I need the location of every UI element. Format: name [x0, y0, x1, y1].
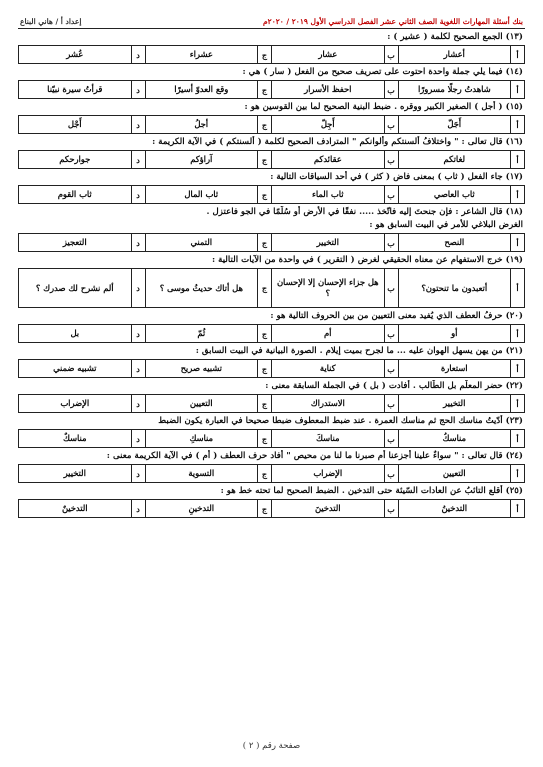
option-letter: ج: [257, 151, 271, 168]
option-text: تشبيه صريح: [180, 363, 222, 373]
option-text: التدخينٌ: [61, 503, 88, 513]
options-row: [18, 429, 525, 448]
option-letter: أ: [510, 186, 524, 203]
option-letter: د: [131, 430, 145, 447]
question-prompt: (١٥) ( أجل ) الصغير الكبير ووقره . ضبط البنية الصحيح لما بين القوسين هو :: [244, 102, 523, 112]
question-prompt: (١٦) قال تعالى : " واختلافُ ألسنتكم وألوانكم " المترادف الصحيح لكلمة ( ألسنتكم ) في الآية الكريمة :: [152, 137, 523, 147]
answer-option[interactable]: [145, 465, 272, 482]
option-text: تشبيه ضمني: [53, 363, 97, 373]
page-number: صفحة رقم ( ٢ ): [242, 741, 301, 751]
option-letter: أ: [510, 151, 524, 168]
options-row: [18, 115, 525, 134]
answer-option[interactable]: [145, 81, 272, 98]
question-block: [18, 450, 525, 483]
question-prompt: (٢١) من يهن يسهل الهوان عليه ... ما لجرح بميت إيلام . الصورة البيانية في البيت السابق :: [195, 346, 523, 356]
option-text: التخيير: [63, 468, 86, 478]
option-text: التسوية: [188, 468, 215, 478]
option-letter: ج: [257, 46, 271, 63]
option-text: بل: [70, 328, 80, 338]
option-text: جوارحكم: [59, 154, 91, 164]
option-text: كناية: [319, 363, 336, 373]
option-text: مناسكَ: [316, 433, 340, 443]
option-letter: د: [131, 500, 145, 517]
options-row: [18, 185, 525, 204]
answer-option[interactable]: [145, 269, 272, 307]
option-letter: د: [131, 269, 145, 307]
answer-option[interactable]: [271, 151, 398, 168]
answer-option[interactable]: [19, 151, 145, 168]
answer-option[interactable]: [271, 46, 398, 63]
header-title: بنك أسئلة المهارات اللغوية الصف الثاني عشر الفصل الدراسي الأول ٢٠١٩ / ٢٠٢٠م: [263, 16, 523, 26]
questions-list: [18, 31, 525, 518]
question-text: [18, 206, 525, 232]
option-text: عشار: [318, 49, 338, 59]
option-letter: ب: [384, 395, 398, 412]
answer-option[interactable]: [271, 269, 398, 307]
option-text: هل جزاء الإحسان إلا الإحسان ؟: [276, 277, 379, 298]
question-text: [18, 380, 525, 393]
answer-option[interactable]: [19, 360, 145, 377]
question-text: [18, 136, 525, 149]
question-block: [18, 206, 525, 252]
question-text: [18, 450, 525, 463]
option-text: عشراء: [189, 49, 213, 59]
option-text: مناسكٌ: [63, 433, 87, 443]
option-letter: ب: [384, 360, 398, 377]
answer-option[interactable]: [145, 151, 272, 168]
answer-option[interactable]: [19, 234, 145, 251]
option-text: وقع العدوّ أسيرًا: [174, 84, 229, 94]
option-letter: أ: [510, 360, 524, 377]
options-row: [18, 233, 525, 252]
answer-option[interactable]: [271, 81, 398, 98]
option-letter: د: [131, 81, 145, 98]
answer-option[interactable]: [271, 500, 398, 517]
answer-option[interactable]: [145, 234, 272, 251]
question-text: [18, 310, 525, 323]
option-text: التعيين: [442, 468, 466, 478]
option-letter: ج: [257, 360, 271, 377]
option-letter: ب: [384, 325, 398, 342]
option-letter: د: [131, 116, 145, 133]
option-text: مناسكِ: [189, 433, 213, 443]
option-letter: ب: [384, 116, 398, 133]
option-text: التمني: [190, 237, 213, 247]
option-letter: ب: [384, 269, 398, 307]
answer-option[interactable]: [145, 186, 272, 203]
option-text: شاهدتُ رجلًا مسرورًا: [417, 84, 491, 94]
option-text: ألم نشرح لك صدرك ؟: [35, 282, 114, 293]
option-letter: أ: [510, 234, 524, 251]
answer-option[interactable]: [398, 360, 525, 377]
answer-option[interactable]: [145, 46, 272, 63]
question-prompt: (٢٠) حرفُ العطف الذي يُفيد معنى التعيين من بين الحروف التالية هو :: [270, 311, 523, 321]
question-text: [18, 254, 525, 267]
option-letter: ب: [384, 81, 398, 98]
answer-option[interactable]: [145, 395, 272, 412]
option-text: أم: [324, 328, 332, 338]
option-text: التخيير: [443, 398, 466, 408]
option-letter: د: [131, 395, 145, 412]
answer-option[interactable]: [398, 395, 525, 412]
question-block: [18, 66, 525, 99]
option-text: ثاب المال: [184, 189, 219, 199]
option-text: أعشار: [443, 49, 465, 59]
question-block: [18, 485, 525, 518]
option-letter: د: [131, 360, 145, 377]
option-letter: ج: [257, 325, 271, 342]
answer-option[interactable]: [398, 234, 525, 251]
option-text: النصح: [444, 237, 465, 247]
question-prompt: (١٤) فيما يلي جملة واحدة احتوت على تصريف صحيح من الفعل ( سار ) هي :: [242, 67, 523, 77]
answer-option[interactable]: [271, 360, 398, 377]
answer-option[interactable]: [19, 81, 145, 98]
answer-option[interactable]: [398, 325, 525, 342]
options-row: [18, 45, 525, 64]
answer-option[interactable]: [271, 325, 398, 342]
option-letter: أ: [510, 430, 524, 447]
option-text: التدخينِ: [188, 503, 215, 513]
answer-option[interactable]: [19, 395, 145, 412]
answer-option[interactable]: [19, 325, 145, 342]
option-letter: أ: [510, 81, 524, 98]
answer-option[interactable]: [19, 116, 145, 133]
question-block: [18, 136, 525, 169]
option-letter: ب: [384, 430, 398, 447]
question-prompt: (١٨) قال الشاعر : فإن جنحتَ إليه فاتّخذ ..... نفقًا في الأرض أو سُلّمًا في الجو فاعتزل .: [206, 207, 523, 217]
answer-option[interactable]: [271, 395, 398, 412]
option-text: أَجِلّ: [320, 119, 335, 129]
question-subprompt: الغرض البلاغي للأمر في البيت السابق هو :: [369, 220, 523, 230]
option-letter: أ: [510, 325, 524, 342]
question-text: [18, 31, 525, 44]
answer-option[interactable]: [19, 186, 145, 203]
header-author: إعداد أ / هاني البناع: [20, 16, 82, 26]
question-text: [18, 345, 525, 358]
option-letter: د: [131, 186, 145, 203]
option-text: عُشر: [66, 49, 84, 59]
option-text: التدخينَ: [314, 503, 341, 513]
option-text: الإضراب: [313, 468, 343, 478]
question-block: [18, 415, 525, 448]
answer-option[interactable]: [398, 465, 525, 482]
question-block: [18, 380, 525, 413]
question-text: [18, 101, 525, 114]
option-text: التعيين: [189, 398, 213, 408]
option-letter: ج: [257, 500, 271, 517]
option-text: قرأتُ سيرة نبيّنا: [47, 84, 103, 94]
option-text: أَجَلّ: [447, 119, 462, 129]
option-text: احفظ الأسرار: [304, 84, 352, 94]
answer-option[interactable]: [19, 465, 145, 482]
option-letter: ج: [257, 186, 271, 203]
answer-option[interactable]: [398, 269, 525, 307]
option-letter: د: [131, 151, 145, 168]
option-letter: أ: [510, 500, 524, 517]
question-prompt: (٢٣) أدّيتُ مناسك الحج ثم مناسك العمرة . عند ضبط المعطوف ضبطا صحيحا في العبارة يكون الضبط: [158, 416, 523, 426]
option-letter: ب: [384, 234, 398, 251]
question-block: [18, 310, 525, 343]
question-prompt: (٢٤) قال تعالى : " سواءٌ علينا أجزعنا أم صبرنا ما لنا من محيص " أفاد حرف العطف ( أم ) في الآية الكريمة معنى :: [106, 451, 523, 461]
question-text: [18, 66, 525, 79]
options-row: [18, 268, 525, 308]
option-text: مناسكُ: [442, 433, 466, 443]
question-block: [18, 101, 525, 134]
option-letter: أ: [510, 269, 524, 307]
answer-option[interactable]: [19, 500, 145, 517]
question-block: [18, 345, 525, 378]
option-letter: د: [131, 46, 145, 63]
option-letter: ب: [384, 186, 398, 203]
answer-option[interactable]: [145, 500, 272, 517]
answer-option[interactable]: [398, 81, 525, 98]
answer-option[interactable]: [398, 430, 525, 447]
option-text: أتعبدون ما تنحتون؟: [421, 282, 488, 293]
option-text: عقائدكم: [313, 154, 342, 164]
option-text: الاستدراك: [310, 398, 345, 408]
option-text: هل أتاك حديثُ موسى ؟: [159, 282, 243, 293]
option-text: أَجْل: [67, 119, 82, 129]
question-text: [18, 171, 525, 184]
answer-option[interactable]: [271, 116, 398, 133]
answer-option[interactable]: [145, 360, 272, 377]
answer-option[interactable]: [398, 151, 525, 168]
option-letter: ب: [384, 500, 398, 517]
option-letter: ب: [384, 151, 398, 168]
option-text: التخيير: [316, 237, 339, 247]
option-letter: ب: [384, 465, 398, 482]
option-text: الإضراب: [60, 398, 90, 408]
options-row: [18, 150, 525, 169]
option-letter: ج: [257, 116, 271, 133]
question-prompt: (٢٥) أقلع التائبُ عن العادات السّيئة حتى التدخين . الضبط الصحيح لما تحته خط هو :: [220, 486, 523, 496]
option-text: لغاتكم: [443, 154, 465, 164]
answer-option[interactable]: [19, 430, 145, 447]
option-letter: د: [131, 234, 145, 251]
answer-option[interactable]: [271, 186, 398, 203]
option-letter: ج: [257, 269, 271, 307]
option-text: ثاب القوم: [57, 189, 92, 199]
option-letter: أ: [510, 116, 524, 133]
option-text: ثاب العاصي: [433, 189, 475, 199]
answer-option[interactable]: [398, 500, 525, 517]
answer-option[interactable]: [271, 430, 398, 447]
option-letter: أ: [510, 465, 524, 482]
option-text: استعارة: [440, 363, 468, 373]
question-prompt: (١٣) الجمع الصحيح لكلمة ( عشير ) :: [387, 32, 523, 42]
option-text: ثاب الماء: [311, 189, 344, 199]
answer-option[interactable]: [398, 116, 525, 133]
answer-option[interactable]: [398, 186, 525, 203]
question-prompt: (١٩) خرج الاستفهام عن معناه الحقيقي لغرض ( التقرير ) في واحدة من الآيات التالية :: [211, 255, 523, 265]
option-letter: أ: [510, 395, 524, 412]
page-header: [18, 14, 525, 29]
option-letter: ج: [257, 234, 271, 251]
question-prompt: (٢٢) حضر المعلّم بل الطّالب . أفادت ( بل ) في الجملة السابقة معنى :: [265, 381, 523, 391]
answer-option[interactable]: [271, 234, 398, 251]
option-letter: ج: [257, 81, 271, 98]
option-text: ثُمّ: [197, 328, 206, 338]
answer-option[interactable]: [145, 325, 272, 342]
answer-option[interactable]: [145, 116, 272, 133]
option-text: أجلُ: [194, 119, 209, 129]
answer-option[interactable]: [19, 269, 145, 307]
options-row: [18, 464, 525, 483]
answer-option[interactable]: [271, 465, 398, 482]
answer-option[interactable]: [398, 46, 525, 63]
option-letter: ج: [257, 395, 271, 412]
answer-option[interactable]: [145, 430, 272, 447]
option-letter: أ: [510, 46, 524, 63]
answer-option[interactable]: [19, 46, 145, 63]
question-block: [18, 31, 525, 64]
option-letter: د: [131, 325, 145, 342]
options-row: [18, 80, 525, 99]
options-row: [18, 499, 525, 518]
option-letter: د: [131, 465, 145, 482]
option-text: أو: [451, 328, 458, 338]
option-text: التدخينُ: [441, 503, 468, 513]
option-text: آراؤكم: [190, 154, 213, 164]
question-prompt: (١٧) جاء الفعل ( ثاب ) بمعنى فاض ( كثر ) في أحد السياقات التالية :: [270, 172, 523, 182]
question-block: [18, 254, 525, 308]
option-letter: ب: [384, 46, 398, 63]
option-letter: ج: [257, 465, 271, 482]
question-text: [18, 485, 525, 498]
options-row: [18, 359, 525, 378]
question-block: [18, 171, 525, 204]
options-row: [18, 394, 525, 413]
option-text: التعجيز: [62, 237, 87, 247]
option-letter: ج: [257, 430, 271, 447]
question-text: [18, 415, 525, 428]
options-row: [18, 324, 525, 343]
